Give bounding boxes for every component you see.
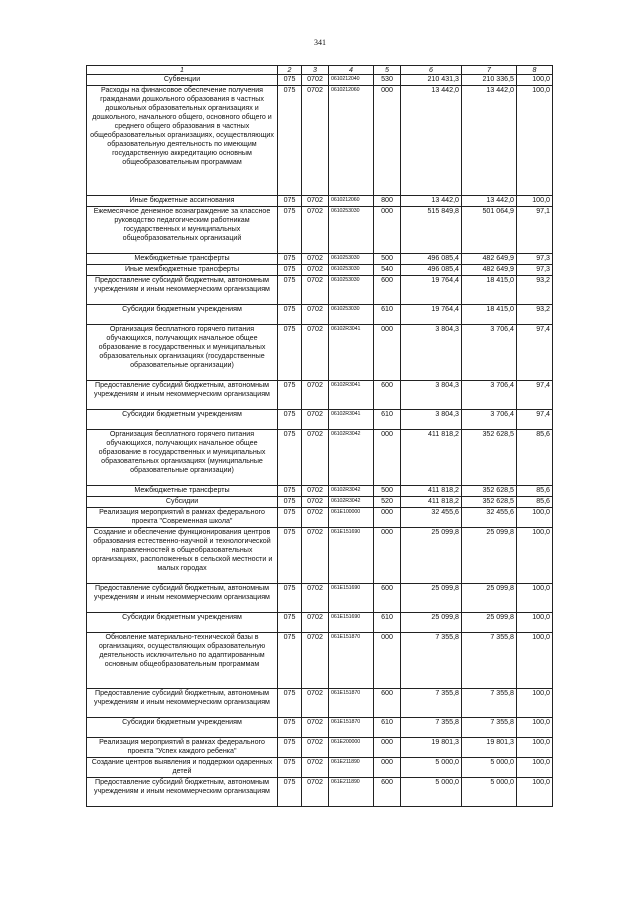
target-article-code: 0610253030: [329, 254, 374, 265]
row-name: Иные бюджетные ассигнования: [87, 196, 278, 207]
execution-percent: 100,0: [517, 738, 553, 758]
row-name: Субсидии: [87, 497, 278, 508]
row-name: Предоставление субсидий бюджетным, автономным учреждениям и иным некоммерческим организациям: [87, 778, 278, 807]
row-name: Межбюджетные трансферты: [87, 254, 278, 265]
section-code: 0702: [302, 254, 329, 265]
execution-percent: 100,0: [517, 689, 553, 718]
row-name: Субвенции: [87, 75, 278, 86]
planned-amount: 411 818,2: [401, 486, 462, 497]
grbs-code: 075: [278, 196, 302, 207]
executed-amount: 25 099,8: [462, 613, 517, 633]
execution-percent: 100,0: [517, 86, 553, 196]
section-code: 0702: [302, 410, 329, 430]
grbs-code: 075: [278, 265, 302, 276]
table-row: [87, 75, 553, 86]
target-article-code: 0610253030: [329, 265, 374, 276]
execution-percent: 93,2: [517, 276, 553, 305]
execution-percent: 97,4: [517, 381, 553, 410]
section-code: 0702: [302, 75, 329, 86]
column-number: 3: [302, 66, 329, 75]
table-row: [87, 613, 553, 633]
target-article-code: 061E211890: [329, 758, 374, 778]
executed-amount: 25 099,8: [462, 584, 517, 613]
grbs-code: 075: [278, 738, 302, 758]
table-row: [87, 196, 553, 207]
table-row: [87, 738, 553, 758]
target-article-code: 061E211890: [329, 778, 374, 807]
execution-percent: 97,4: [517, 410, 553, 430]
execution-percent: 85,6: [517, 486, 553, 497]
grbs-code: 075: [278, 410, 302, 430]
section-code: 0702: [302, 430, 329, 486]
table-row: [87, 325, 553, 381]
expense-type-code: 530: [374, 75, 401, 86]
column-number: 7: [462, 66, 517, 75]
expense-type-code: 000: [374, 86, 401, 196]
header-row: [87, 66, 553, 75]
expense-type-code: 600: [374, 276, 401, 305]
grbs-code: 075: [278, 778, 302, 807]
section-code: 0702: [302, 584, 329, 613]
expense-type-code: 000: [374, 508, 401, 528]
grbs-code: 075: [278, 486, 302, 497]
execution-percent: 100,0: [517, 196, 553, 207]
target-article-code: 06102R3042: [329, 486, 374, 497]
expense-type-code: 800: [374, 196, 401, 207]
execution-percent: 100,0: [517, 508, 553, 528]
expense-type-code: 000: [374, 207, 401, 254]
planned-amount: 411 818,2: [401, 430, 462, 486]
target-article-code: 06102R3042: [329, 497, 374, 508]
table-row: [87, 508, 553, 528]
planned-amount: 7 355,8: [401, 718, 462, 738]
column-number: 8: [517, 66, 553, 75]
executed-amount: 3 706,4: [462, 325, 517, 381]
execution-percent: 97,4: [517, 325, 553, 381]
executed-amount: 210 336,5: [462, 75, 517, 86]
executed-amount: 352 628,5: [462, 497, 517, 508]
execution-percent: 100,0: [517, 633, 553, 689]
expense-type-code: 000: [374, 325, 401, 381]
grbs-code: 075: [278, 497, 302, 508]
execution-percent: 100,0: [517, 528, 553, 584]
expense-type-code: 500: [374, 486, 401, 497]
expense-type-code: 610: [374, 305, 401, 325]
target-article-code: 061E151870: [329, 633, 374, 689]
section-code: 0702: [302, 276, 329, 305]
table-row: [87, 584, 553, 613]
page-number: 341: [314, 38, 326, 47]
grbs-code: 075: [278, 633, 302, 689]
section-code: 0702: [302, 528, 329, 584]
table-row: [87, 276, 553, 305]
table-row: [87, 528, 553, 584]
row-name: Расходы на финансовое обеспечение получения гражданами дошкольного образования в частных дошкольных образовательных организациях и дошкольного, начального общего, основного общего и среднего общего образования в частных общеобразовательных организациях, осуществляющих образовательную деятельность по имеющим государственную аккредитацию основным общеобразовательным программам: [87, 86, 278, 196]
row-name: Субсидии бюджетным учреждениям: [87, 718, 278, 738]
column-number: 4: [329, 66, 374, 75]
expense-type-code: 000: [374, 738, 401, 758]
executed-amount: 19 801,3: [462, 738, 517, 758]
execution-percent: 97,1: [517, 207, 553, 254]
execution-percent: 100,0: [517, 718, 553, 738]
table-row: [87, 265, 553, 276]
row-name: Предоставление субсидий бюджетным, автономным учреждениям и иным некоммерческим организациям: [87, 689, 278, 718]
target-article-code: 06102R3041: [329, 325, 374, 381]
grbs-code: 075: [278, 689, 302, 718]
section-code: 0702: [302, 381, 329, 410]
planned-amount: 25 099,8: [401, 584, 462, 613]
section-code: 0702: [302, 86, 329, 196]
expense-type-code: 540: [374, 265, 401, 276]
planned-amount: 3 804,3: [401, 381, 462, 410]
section-code: 0702: [302, 758, 329, 778]
target-article-code: 061E100000: [329, 508, 374, 528]
section-code: 0702: [302, 325, 329, 381]
table-row: [87, 689, 553, 718]
planned-amount: 210 431,3: [401, 75, 462, 86]
executed-amount: 3 706,4: [462, 381, 517, 410]
table-row: [87, 305, 553, 325]
table-row: [87, 758, 553, 778]
target-article-code: 0610212060: [329, 196, 374, 207]
column-number: 6: [401, 66, 462, 75]
table-row: [87, 207, 553, 254]
row-name: Предоставление субсидий бюджетным, автономным учреждениям и иным некоммерческим организациям: [87, 276, 278, 305]
expense-type-code: 520: [374, 497, 401, 508]
planned-amount: 411 818,2: [401, 497, 462, 508]
table-row: [87, 497, 553, 508]
grbs-code: 075: [278, 758, 302, 778]
target-article-code: 061E151690: [329, 584, 374, 613]
planned-amount: 3 804,3: [401, 410, 462, 430]
table-body: [87, 66, 553, 807]
executed-amount: 5 000,0: [462, 778, 517, 807]
section-code: 0702: [302, 613, 329, 633]
expense-type-code: 000: [374, 528, 401, 584]
table-row: [87, 254, 553, 265]
planned-amount: 32 455,6: [401, 508, 462, 528]
execution-percent: 85,6: [517, 497, 553, 508]
row-name: Организация бесплатного горячего питания обучающихся, получающих начальное общее образование в государственных и муниципальных образовательных организациях (муниципальные образовательные организации): [87, 430, 278, 486]
planned-amount: 13 442,0: [401, 86, 462, 196]
planned-amount: 496 085,4: [401, 265, 462, 276]
planned-amount: 5 000,0: [401, 778, 462, 807]
table-row: [87, 430, 553, 486]
expense-type-code: 000: [374, 633, 401, 689]
planned-amount: 19 801,3: [401, 738, 462, 758]
executed-amount: 352 628,5: [462, 430, 517, 486]
execution-percent: 93,2: [517, 305, 553, 325]
grbs-code: 075: [278, 718, 302, 738]
execution-percent: 85,6: [517, 430, 553, 486]
grbs-code: 075: [278, 75, 302, 86]
expense-type-code: 610: [374, 718, 401, 738]
section-code: 0702: [302, 196, 329, 207]
target-article-code: 06102R3042: [329, 430, 374, 486]
table-row: [87, 410, 553, 430]
planned-amount: 3 804,3: [401, 325, 462, 381]
table-row: [87, 718, 553, 738]
grbs-code: 075: [278, 86, 302, 196]
expense-type-code: 610: [374, 410, 401, 430]
grbs-code: 075: [278, 613, 302, 633]
target-article-code: 0610253030: [329, 207, 374, 254]
execution-percent: 97,3: [517, 265, 553, 276]
expense-type-code: 610: [374, 613, 401, 633]
table-row: [87, 778, 553, 807]
row-name: Ежемесячное денежное вознаграждение за классное руководство педагогическим работникам государственных и муниципальных общеобразовательных организаций: [87, 207, 278, 254]
expense-type-code: 600: [374, 689, 401, 718]
target-article-code: 0610212060: [329, 86, 374, 196]
grbs-code: 075: [278, 381, 302, 410]
table-row: [87, 486, 553, 497]
grbs-code: 075: [278, 305, 302, 325]
section-code: 0702: [302, 738, 329, 758]
executed-amount: 352 628,5: [462, 486, 517, 497]
execution-percent: 100,0: [517, 758, 553, 778]
planned-amount: 19 764,4: [401, 305, 462, 325]
executed-amount: 5 000,0: [462, 758, 517, 778]
section-code: 0702: [302, 305, 329, 325]
expense-type-code: 600: [374, 778, 401, 807]
grbs-code: 075: [278, 207, 302, 254]
planned-amount: 25 099,8: [401, 528, 462, 584]
executed-amount: 7 355,8: [462, 633, 517, 689]
section-code: 0702: [302, 778, 329, 807]
executed-amount: 7 355,8: [462, 689, 517, 718]
target-article-code: 061E151870: [329, 689, 374, 718]
planned-amount: 19 764,4: [401, 276, 462, 305]
row-name: Реализация мероприятий в рамках федерального проекта "Современная школа": [87, 508, 278, 528]
section-code: 0702: [302, 486, 329, 497]
expense-type-code: 000: [374, 758, 401, 778]
execution-percent: 100,0: [517, 613, 553, 633]
expense-type-code: 600: [374, 381, 401, 410]
executed-amount: 25 099,8: [462, 528, 517, 584]
row-name: Предоставление субсидий бюджетным, автономным учреждениям и иным некоммерческим организациям: [87, 584, 278, 613]
budget-table: [86, 65, 553, 807]
row-name: Предоставление субсидий бюджетным, автономным учреждениям и иным некоммерческим организациям: [87, 381, 278, 410]
execution-percent: 100,0: [517, 584, 553, 613]
grbs-code: 075: [278, 276, 302, 305]
grbs-code: 075: [278, 254, 302, 265]
row-name: Иные межбюджетные трансферты: [87, 265, 278, 276]
target-article-code: 0610253030: [329, 276, 374, 305]
section-code: 0702: [302, 207, 329, 254]
section-code: 0702: [302, 508, 329, 528]
section-code: 0702: [302, 633, 329, 689]
target-article-code: 0610212040: [329, 75, 374, 86]
executed-amount: 7 355,8: [462, 718, 517, 738]
section-code: 0702: [302, 265, 329, 276]
executed-amount: 3 706,4: [462, 410, 517, 430]
section-code: 0702: [302, 497, 329, 508]
planned-amount: 7 355,8: [401, 633, 462, 689]
table-row: [87, 381, 553, 410]
target-article-code: 06102R3041: [329, 410, 374, 430]
expense-type-code: 000: [374, 430, 401, 486]
section-code: 0702: [302, 689, 329, 718]
column-number: 2: [278, 66, 302, 75]
expense-type-code: 500: [374, 254, 401, 265]
executed-amount: 13 442,0: [462, 86, 517, 196]
row-name: Реализация мероприятий в рамках федерального проекта "Успех каждого ребенка": [87, 738, 278, 758]
row-name: Субсидии бюджетным учреждениям: [87, 410, 278, 430]
row-name: Межбюджетные трансферты: [87, 486, 278, 497]
executed-amount: 482 649,9: [462, 265, 517, 276]
row-name: Создание и обеспечение функционирования центров образования естественно-научной и технологической направленностей в общеобразовательных организациях, расположенных в сельской местности и малых городах: [87, 528, 278, 584]
table-row: [87, 86, 553, 196]
execution-percent: 100,0: [517, 778, 553, 807]
grbs-code: 075: [278, 584, 302, 613]
execution-percent: 100,0: [517, 75, 553, 86]
executed-amount: 32 455,6: [462, 508, 517, 528]
column-number: 5: [374, 66, 401, 75]
executed-amount: 18 415,0: [462, 276, 517, 305]
grbs-code: 075: [278, 508, 302, 528]
planned-amount: 5 000,0: [401, 758, 462, 778]
row-name: Субсидии бюджетным учреждениям: [87, 613, 278, 633]
expense-type-code: 600: [374, 584, 401, 613]
row-name: Субсидии бюджетным учреждениям: [87, 305, 278, 325]
grbs-code: 075: [278, 528, 302, 584]
row-name: Обновление материально-технической базы в организациях, осуществляющих образовательную деятельность исключительно по адаптированным основным общеобразовательным программам: [87, 633, 278, 689]
executed-amount: 501 064,9: [462, 207, 517, 254]
executed-amount: 482 649,9: [462, 254, 517, 265]
target-article-code: 0610253030: [329, 305, 374, 325]
target-article-code: 061E151690: [329, 528, 374, 584]
planned-amount: 515 849,8: [401, 207, 462, 254]
execution-percent: 97,3: [517, 254, 553, 265]
planned-amount: 7 355,8: [401, 689, 462, 718]
target-article-code: 061E200000: [329, 738, 374, 758]
target-article-code: 06102R3041: [329, 381, 374, 410]
executed-amount: 13 442,0: [462, 196, 517, 207]
planned-amount: 25 099,8: [401, 613, 462, 633]
table-row: [87, 633, 553, 689]
executed-amount: 18 415,0: [462, 305, 517, 325]
row-name: Создание центров выявления и поддержки одаренных детей: [87, 758, 278, 778]
target-article-code: 061E151690: [329, 613, 374, 633]
grbs-code: 075: [278, 430, 302, 486]
planned-amount: 13 442,0: [401, 196, 462, 207]
section-code: 0702: [302, 718, 329, 738]
grbs-code: 075: [278, 325, 302, 381]
row-name: Организация бесплатного горячего питания обучающихся, получающих начальное общее образование в государственных и муниципальных образовательных организациях (государственные образовательные организации): [87, 325, 278, 381]
target-article-code: 061E151870: [329, 718, 374, 738]
column-number: 1: [87, 66, 278, 75]
planned-amount: 496 085,4: [401, 254, 462, 265]
